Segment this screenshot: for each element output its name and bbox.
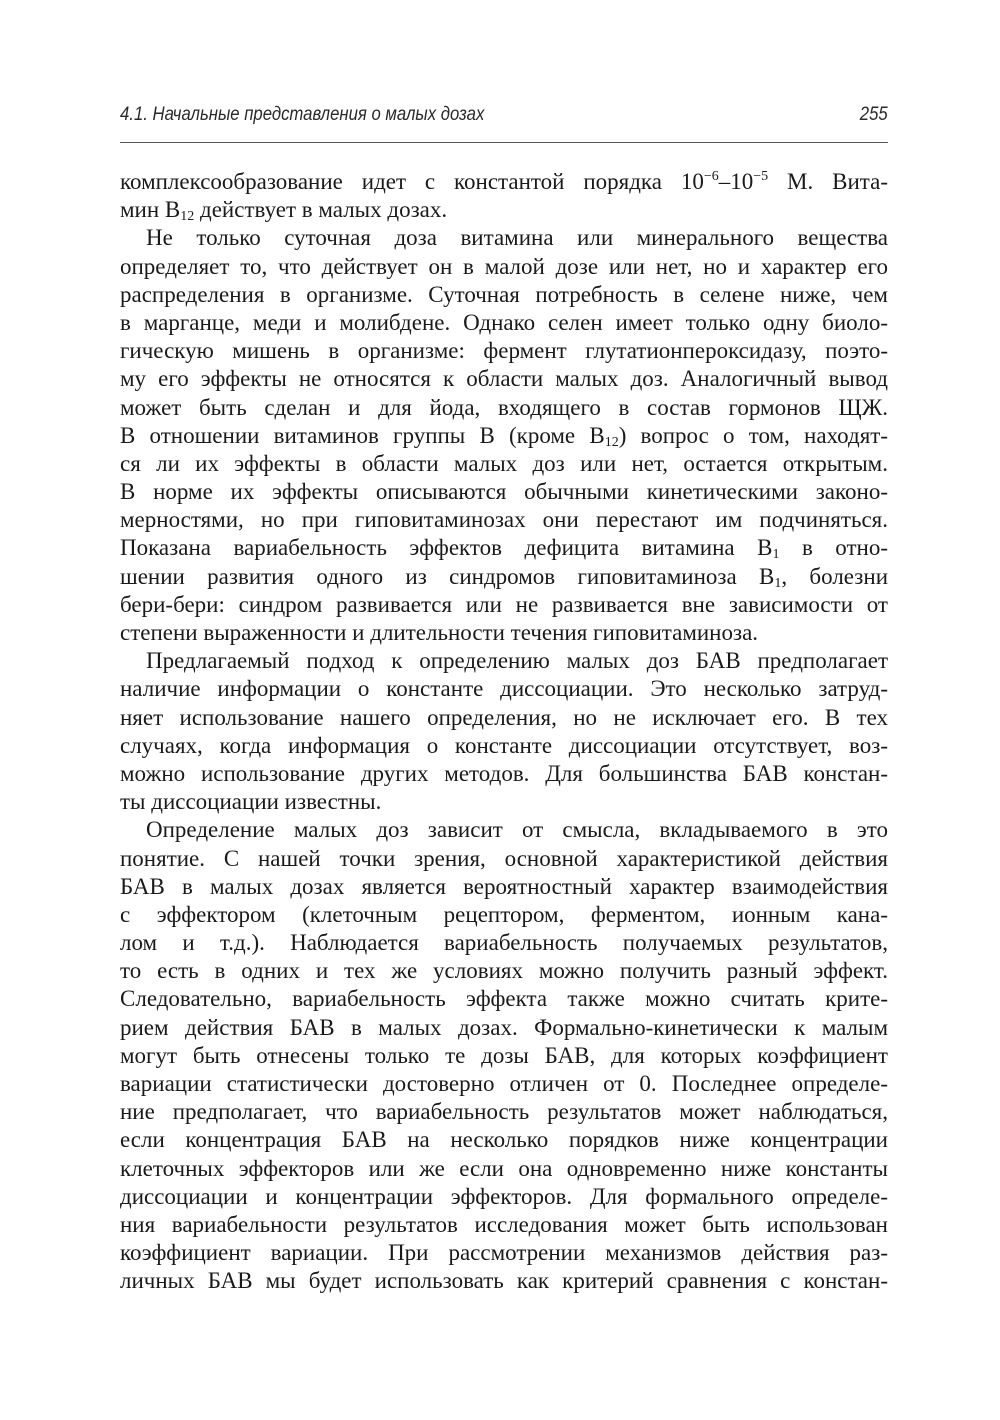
text-line [120,732,888,760]
text-line [120,534,888,562]
text-run: шении развития одного из синдромов гиповитаминоза B [120,563,775,589]
paragraph [120,224,888,647]
text-run: БАВ в малых дозах является вероятностный характер взаимодействия [120,873,888,899]
text-line [120,365,888,393]
superscript: −5 [753,169,769,184]
text-line [120,985,888,1013]
text-run: М. Вита- [768,169,888,194]
text-line [120,422,888,450]
text-line [120,647,888,675]
text-run: –10 [718,169,754,194]
text-run: Следовательно, вариабельность эффекта также можно считать крите- [120,986,888,1012]
text-line [120,253,888,281]
text-run: мерностями, но при гиповитаминозах они перестают им подчиняться. [120,507,888,533]
text-line [120,1014,888,1042]
text-line [120,760,888,788]
text-line [120,1183,888,1211]
text-run: наличие информации о константе диссоциации. Это несколько затруд- [120,676,888,702]
running-header-title: 4.1. Начальные представления о малых дозах [120,104,485,125]
text-line [120,1211,888,1239]
text-line [120,619,888,647]
subscript: 1 [772,547,780,563]
text-line [120,704,888,732]
text-run: ся ли их эффекты в области малых доз или нет, остается открытым. [120,450,888,476]
text-run: му его эффекты не относятся к области малых доз. Аналогичный вывод [120,366,888,392]
header-rule [120,142,888,143]
text-line [120,224,888,252]
text-run: мин B [120,197,181,223]
text-line [120,506,888,534]
text-run: могут быть отнесены только те дозы БАВ, для которых коэффициент [120,1042,888,1068]
text-run: В норме их эффекты описываются обычными кинетическими законо- [120,479,888,505]
text-line [120,873,888,901]
text-line [120,1098,888,1126]
text-line [120,394,888,422]
text-line [120,957,888,985]
text-run: Предлагаемый подход к определению малых доз БАВ предполагает [146,648,888,674]
text-run: ты диссоциации известны. [120,789,382,815]
text-line [120,1042,888,1070]
text-line [120,309,888,337]
text-run: вариации статистически достоверно отличен от 0. Последнее определе- [120,1071,888,1096]
text-line [120,281,888,309]
text-run: ) вопрос о том, находят- [618,422,888,448]
superscript: −6 [703,169,719,184]
text-run: степени выраженности и длительности течения гиповитаминоза. [120,620,759,645]
text-line [120,929,888,957]
text-line [120,168,888,196]
text-line [120,816,888,844]
subscript: 12 [180,209,195,225]
text-run: в отно- [779,535,888,561]
text-line [120,478,888,506]
text-run: действует в малых дозах. [194,197,448,223]
text-line [120,563,888,591]
text-run: В отношении витаминов группы В (кроме B [120,422,605,448]
text-run: , болезни [781,563,888,589]
text-run: лом и т.д.). Наблюдается вариабельность получаемых результатов, [120,930,888,956]
text-run: диссоциации и концентрации эффекторов. Для формального определе- [120,1183,888,1209]
text-line [120,1126,888,1154]
text-run: няет использование нашего определения, но не исключает его. В тех [120,704,888,730]
text-line [120,1239,888,1267]
text-run: в марганце, меди и молибдене. Однако селен имеет только одну биоло- [120,309,888,335]
text-line [120,196,888,224]
text-line [120,1070,888,1098]
text-run: с эффектором (клеточным рецептором, ферментом, ионным кана- [120,901,888,927]
text-run: Не только суточная доза витамина или минерального вещества [146,225,888,251]
text-run: комплексообразование идет с константой порядка 10 [120,169,704,194]
text-run: ния вариабельности результатов исследования может быть использован [120,1211,888,1237]
text-line [120,675,888,703]
paragraph [120,168,888,224]
page-number: 255 [860,104,888,125]
text-run: Показана вариабельность эффектов дефицита витамина B [120,535,773,561]
text-line [120,450,888,478]
text-run: коэффициент вариации. При рассмотрении механизмов действия раз- [120,1240,888,1266]
text-run: понятие. С нашей точки зрения, основной характеристикой действия [120,845,888,871]
text-run: ние предполагает, что вариабельность результатов может наблюдаться, [120,1099,888,1125]
text-run: бери-бери: синдром развивается или не развивается вне зависимости от [120,591,888,617]
text-run: личных БАВ мы будет использовать как критерий сравнения с констан- [120,1268,888,1294]
text-line [120,1155,888,1183]
text-run: определяет то, что действует он в малой дозе или нет, но и характер его [120,253,888,279]
subscript: 12 [604,434,619,450]
body-text [120,168,888,1296]
text-line [120,788,888,816]
text-line [120,901,888,929]
paragraph [120,816,888,1295]
running-header [120,104,888,134]
text-run: можно использование других методов. Для большинства БАВ констан- [120,760,888,786]
text-run: может быть сделан и для йода, входящего в состав гормонов ЩЖ. [120,394,888,420]
text-run: клеточных эффекторов или же если она одновременно ниже константы [120,1155,888,1181]
text-run: рием действия БАВ в малых дозах. Формально-кинетически к малым [120,1014,888,1040]
text-run: то есть в одних и тех же условиях можно получить разный эффект. [120,958,888,984]
text-line [120,337,888,365]
paragraph [120,647,888,816]
text-line [120,591,888,619]
subscript: 1 [774,575,782,591]
text-line [120,1267,888,1295]
text-run: если концентрация БАВ на несколько порядков ниже концентрации [120,1127,888,1153]
text-line [120,845,888,873]
text-run: гическую мишень в организме: фермент глутатионпероксидазу, поэто- [120,338,888,364]
text-run: случаях, когда информация о константе диссоциации отсутствует, воз- [120,732,888,758]
text-run: Определение малых доз зависит от смысла, вкладываемого в это [146,817,888,843]
text-run: распределения в организме. Суточная потребность в селене ниже, чем [120,281,888,307]
